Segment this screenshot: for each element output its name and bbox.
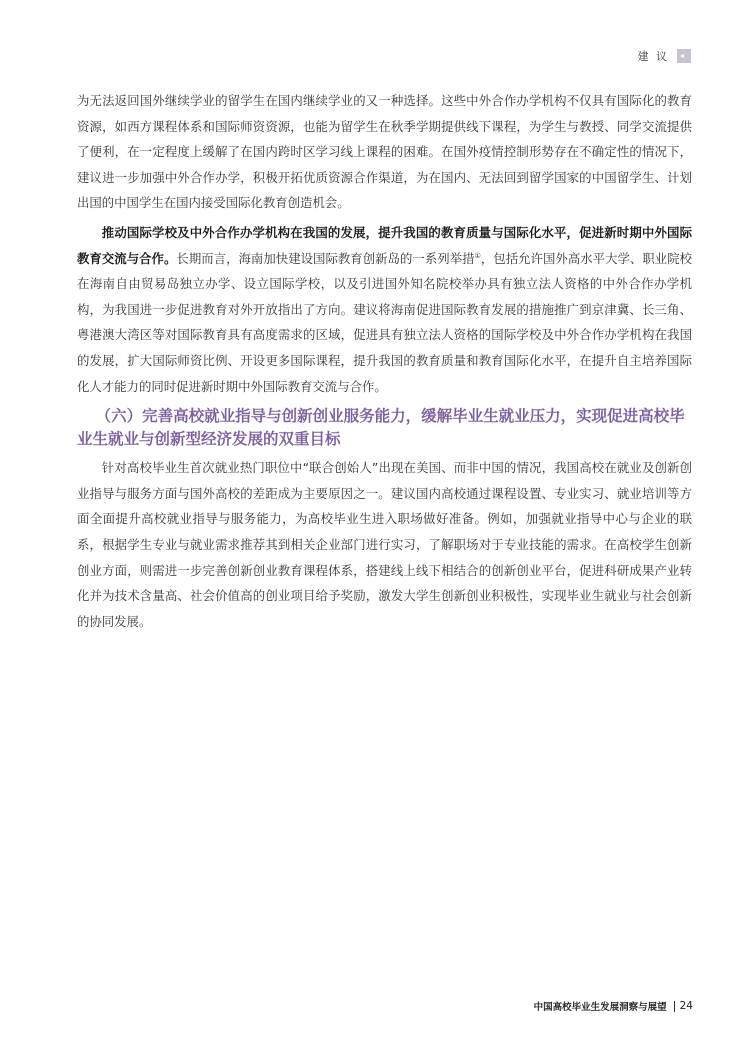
paragraph-employment-guidance: 针对高校毕业生首次就业热门职位中“联合创始人”出现在美国、而非中国的情况，我国高校在就业及创新创业指导与服务方面与国外高校的差距成为主要原因之一。建议国内高校通过课程设置、专业实习、就业培训等方面全面提升高校就业指导与服务能力，为高校毕业生进入职场做好准备。例如，加强就业指导中心与企业的联系，根据学生专业与就业需求推荐其到相关企业部门进行实习，了解职场对于专业技能的需求。在高校学生创新创业方面，则需进一步完善创新创业教育课程体系，搭建线上线下相结合的创新创业平台，促进科研成果产业转化并为技术含量高、社会价值高的创业项目给予奖励，激发大学生创新创业积极性，实现毕业生就业与社会创新的协同发展。 — [77, 460, 692, 629]
paragraph-text-part-a: 长期而言，海南加快建设国际教育创新岛的一系列举措 — [176, 250, 475, 266]
running-footer — [534, 999, 693, 1013]
paragraph-lead-bold: 推动国际学校及中外合作办学机构在我国的发展，提升我国的教育质量与国际化水平，促进新时期中外国际教育交流与合作。 — [77, 224, 692, 266]
paragraph-international-schools — [77, 220, 692, 399]
page-content — [77, 88, 692, 634]
header-arrow-icon — [677, 49, 691, 63]
footnote-marker[interactable]: ① — [474, 251, 481, 260]
page-number: 24 — [679, 1000, 693, 1012]
paragraph-text-part-b: ，包括允许国外高水平大学、职业院校在海南自由贸易岛独立办学、设立国际学校，以及引进国外知名院校举办具有独立法人资格的中外合作办学机构，为我国进一步促进教育对外开放指出了方向。建议将海南促进国际教育发展的措施推广到京津冀、长三角、粤港澳大湾区等对国际教育具有高度需求的区域，促进具有独立法人资格的国际学校及中外合作办学机构在我国的发展，扩大国际师资比例、开设更多国际课程，提升我国的教育质量和教育国际化水平，在提升自主培养国际化人才能力的同时促进新时期中外国际教育交流与合作。 — [77, 250, 693, 394]
paragraph-continued: 为无法返回国外继续学业的留学生在国内继续学业的又一种选择。这些中外合作办学机构不仅具有国际化的教育资源，如西方课程体系和国际师资资源，也能为留学生在秋季学期提供线下课程，为学生与教授、同学交流提供了便利，在一定程度上缓解了在国内跨时区学习线上课程的困难。在国外疫情控制形势存在不确定性的情况下，建议进一步加强中外合作办学，积极开拓优质资源合作渠道，为在国内、无法回到留学国家的中国留学生、计划出国的中国学生在国内接受国际化教育创造机会。 — [77, 93, 692, 211]
section-heading: （六）完善高校就业指导与创新创业服务能力，缓解毕业生就业压力，实现促进高校毕业生就业与创新型经济发展的双重目标 — [77, 407, 685, 449]
footer-divider — [674, 1001, 675, 1012]
running-header — [638, 48, 692, 64]
footer-report-title: 中国高校毕业生发展洞察与展望 — [533, 1002, 667, 1013]
header-section-title: 建 议 — [637, 50, 669, 63]
